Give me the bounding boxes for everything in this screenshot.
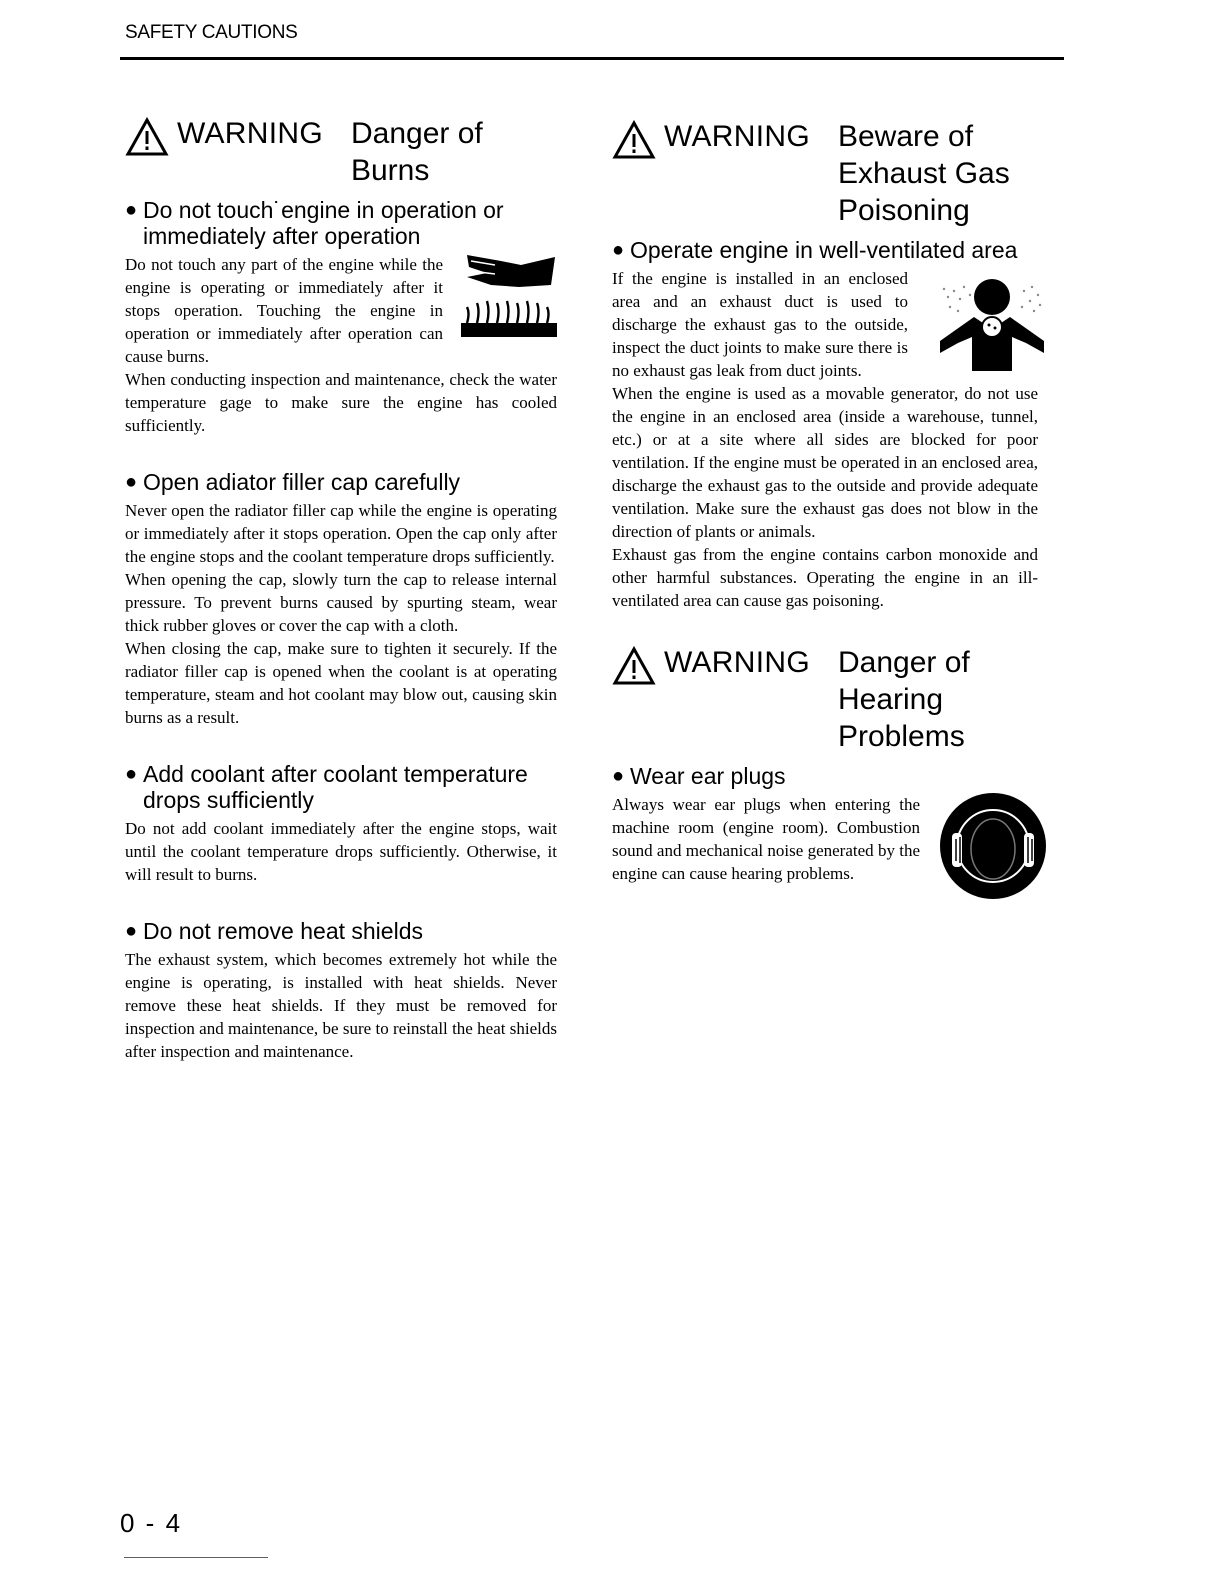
bullet-icon: ● bbox=[612, 239, 625, 261]
ear-protection-icon bbox=[938, 791, 1048, 901]
header-rule bbox=[120, 57, 1064, 60]
warning-hearing bbox=[612, 644, 1038, 755]
paragraph: Do not add coolant immediately after the engine stops, wait until the coolant temperature drops sufficiently. Otherwise, it will result to burns. bbox=[125, 819, 557, 884]
subheading bbox=[612, 763, 1038, 789]
paragraph: Exhaust gas from the engine contains carbon monoxide and other harmful substances. Operating the engine in an ill-ventilated area can cause gas poisoning. bbox=[612, 545, 1038, 610]
paragraph: If the engine is installed in an enclosed area and an exhaust duct is used to discharge the exhaust gas to the outside, inspect the duct joints to make sure there is no exhaust gas leak from duct joints. bbox=[612, 269, 908, 380]
warning-triangle-icon bbox=[125, 117, 169, 157]
body-text bbox=[125, 948, 557, 1063]
paragraph: Do not touch any part of the engine while the engine is operating or immediately after it stops operation. Touching the engine in operation or immediately after operation can cause burns. bbox=[125, 255, 443, 366]
warning-label: WARNING bbox=[664, 120, 810, 153]
bullet-icon: ● bbox=[125, 199, 138, 221]
warning-triangle-icon bbox=[612, 120, 656, 160]
subheading bbox=[125, 918, 557, 944]
paragraph: The exhaust system, which becomes extremely hot while the engine is operating, is installed with heat shields. Never remove these heat shields. If they must be removed for inspection and maintenance, be sure to reinstall the heat shields after inspection and maintenance. bbox=[125, 950, 557, 1061]
hot-surface-hand-icon bbox=[461, 247, 557, 339]
subheading bbox=[125, 761, 557, 813]
left-column bbox=[125, 115, 557, 1063]
warning-label: WARNING bbox=[177, 117, 323, 150]
warning-title: Danger of Hearing Problems bbox=[837, 646, 970, 753]
body-text bbox=[612, 793, 1038, 885]
warning-triangle-icon bbox=[612, 646, 656, 686]
subheading bbox=[125, 469, 557, 495]
subheading-text: Do not remove heat shields bbox=[143, 918, 423, 944]
warning-label: WARNING bbox=[664, 646, 810, 679]
subheading-text: Operate engine in well-ventilated area bbox=[630, 237, 1018, 263]
body-text bbox=[125, 253, 557, 437]
section-header: SAFETY CAUTIONS bbox=[125, 22, 298, 43]
subheading-text: Wear ear plugs bbox=[630, 763, 786, 789]
page-number: 0 - 4 bbox=[120, 1508, 183, 1538]
bullet-icon: ● bbox=[612, 765, 625, 787]
footer-rule bbox=[124, 1557, 268, 1558]
paragraph: Never open the radiator filler cap while the engine is operating or immediately after it stops operation. Open the cap only after the engine stops and the coolant temperature drops sufficiently. bbox=[125, 501, 557, 566]
bullet-icon: ● bbox=[125, 471, 138, 493]
body-text bbox=[612, 267, 1038, 612]
body-text bbox=[125, 817, 557, 886]
warning-burns bbox=[125, 115, 557, 189]
subheading-text: Add coolant after coolant temperature drops sufficiently bbox=[143, 761, 528, 813]
warning-title: Danger of Burns bbox=[350, 117, 483, 187]
paragraph: When closing the cap, make sure to tighten it securely. If the radiator filler cap is opened when the coolant is at operating temperature, steam and hot coolant may blow out, causing skin burns as a result. bbox=[125, 639, 557, 727]
subheading-text: Do not touch˙engine in operation or immediately after operation bbox=[143, 197, 504, 249]
subheading bbox=[612, 237, 1038, 263]
body-text bbox=[125, 499, 557, 729]
gas-poisoning-person-icon bbox=[936, 267, 1048, 371]
right-column bbox=[612, 118, 1038, 885]
paragraph: Always wear ear plugs when entering the machine room (engine room). Combustion sound and mechanical noise generated by the engine can cause hearing problems. bbox=[612, 795, 920, 883]
paragraph: When opening the cap, slowly turn the cap to release internal pressure. To prevent burns caused by spurting steam, wear thick rubber gloves or cover the cap with a cloth. bbox=[125, 570, 557, 635]
subheading bbox=[125, 197, 557, 249]
bullet-icon: ● bbox=[125, 920, 138, 942]
warning-exhaust-gas bbox=[612, 118, 1038, 229]
paragraph: When the engine is used as a movable generator, do not use the engine in an enclosed area (inside a warehouse, tunnel, etc.) or at a site where all sides are blocked for poor ventilation. If the engine must be operated in an enclosed area, discharge the exhaust gas to the outside and provide adequate ventilation. Make sure the exhaust gas does not blow in the direction of plants or animals. bbox=[612, 384, 1038, 541]
paragraph: When conducting inspection and maintenance, check the water temperature gage to make sure the engine has cooled sufficiently. bbox=[125, 370, 557, 435]
subheading-text: Open adiator filler cap carefully bbox=[143, 469, 461, 495]
warning-title: Beware of Exhaust Gas Poisoning bbox=[837, 120, 1010, 227]
bullet-icon: ● bbox=[125, 763, 138, 785]
